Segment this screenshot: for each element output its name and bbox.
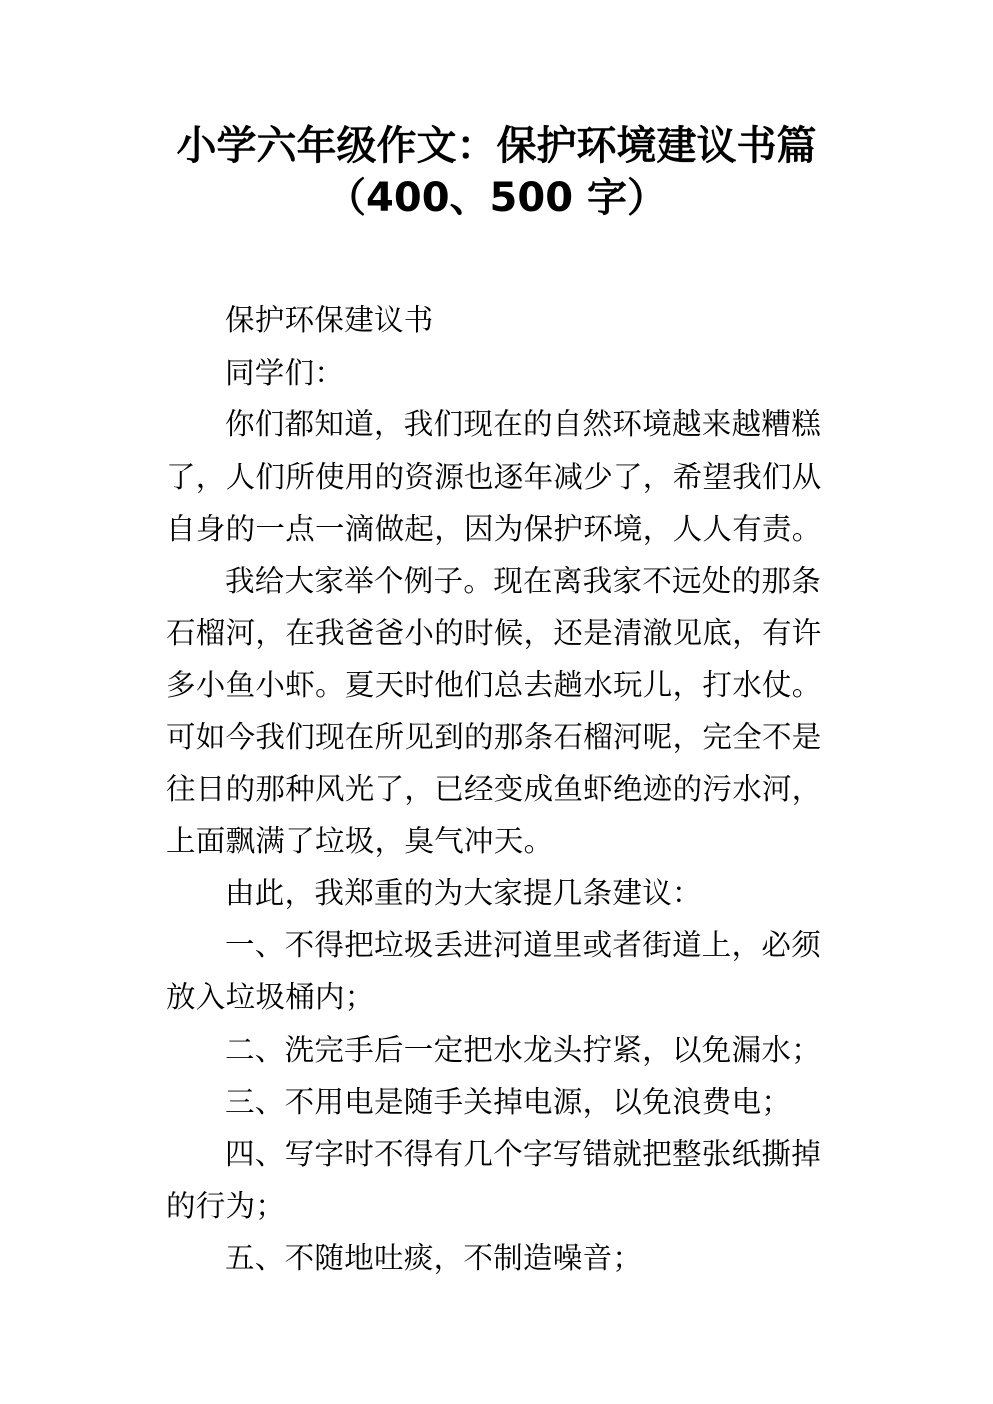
suggestion-item-line: 五、不随地吐痰，不制造噪音； [225,1241,643,1275]
suggestion-item-line: 二、洗完手后一定把水龙头拧紧，以免漏水； [225,1033,822,1067]
paragraph-line: 由此，我郑重的为大家提几条建议： [225,876,702,910]
suggestion-item-line: 三、不用电是随手关掉电源，以免浪费电； [225,1085,792,1119]
suggestion-item-line: 放入垃圾桶内； [166,980,375,1014]
paragraph-line: 石榴河，在我爸爸小的时候，还是清澈见底，有许 [166,616,822,650]
paragraph-line: 我给大家举个例子。现在离我家不远处的那条 [225,564,822,598]
letter-heading: 保护环保建议书 [225,303,434,337]
salutation: 同学们： [225,356,345,390]
paragraph-line: 上面飘满了垃圾，臭气冲天。 [166,824,554,858]
document-title-line-2: （400、500 字） [326,175,667,221]
paragraph-line: 多小鱼小虾。夏天时他们总去趟水玩儿，打水仗。 [166,668,822,702]
paragraph-line: 了，人们所使用的资源也逐年减少了，希望我们从 [166,460,822,494]
paragraph-line: 往日的那种风光了，已经变成鱼虾绝迹的污水河， [166,772,822,806]
paragraph-line: 自身的一点一滴做起，因为保护环境，人人有责。 [166,512,822,546]
suggestion-item-line: 四、写字时不得有几个字写错就把整张纸撕掉 [225,1137,822,1171]
paragraph-line: 你们都知道，我们现在的自然环境越来越糟糕 [225,407,822,441]
suggestion-item-line: 的行为； [166,1189,286,1223]
document-title-line-1: 小学六年级作文：保护环境建议书篇 [176,123,817,169]
paragraph-line: 可如今我们现在所见到的那条石榴河呢，完全不是 [166,720,822,754]
suggestion-item-line: 一、不得把垃圾丢进河道里或者街道上，必须 [225,928,822,962]
